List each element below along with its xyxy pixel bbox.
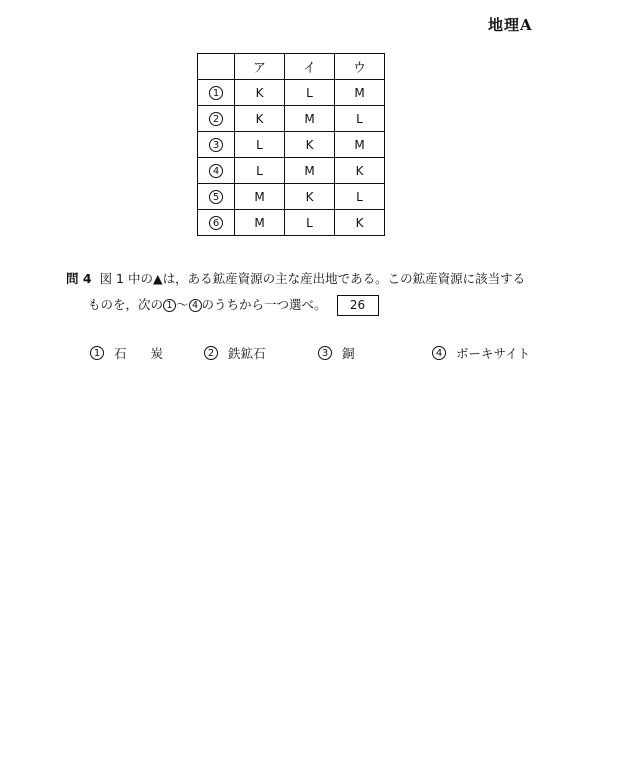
- table-cell: K: [335, 210, 385, 236]
- row-number: 1: [209, 86, 223, 100]
- row-number: 6: [209, 216, 223, 230]
- answer-number-box: 26: [337, 295, 379, 316]
- range-separator: ～: [176, 297, 189, 312]
- choice-2: [204, 344, 266, 362]
- table-cell: M: [235, 184, 285, 210]
- choice-number: 1: [90, 346, 104, 360]
- choice-text: ボーキサイト: [456, 346, 531, 361]
- row-number: 5: [209, 190, 223, 204]
- table-cell: K: [335, 158, 385, 184]
- question-line-1: [66, 266, 546, 292]
- choice-1: [90, 344, 173, 362]
- table-row: [198, 210, 385, 236]
- table-cell: M: [335, 132, 385, 158]
- table-row: [198, 132, 385, 158]
- table-cell: L: [285, 80, 335, 106]
- table-cell: M: [335, 80, 385, 106]
- table-corner-cell: [198, 54, 235, 80]
- column-header-i: イ: [285, 54, 335, 80]
- question-text: 図 1 中の▲は，ある鉱産資源の主な産出地である。この鉱産資源に該当する: [99, 271, 526, 286]
- page-header: 地理A: [488, 16, 533, 34]
- table-cell: L: [235, 158, 285, 184]
- question-label: 問 4: [66, 271, 92, 286]
- table-cell: M: [235, 210, 285, 236]
- range-end-number: 4: [189, 299, 202, 312]
- row-number: 3: [209, 138, 223, 152]
- choice-text: 銅: [342, 346, 355, 361]
- question-line-2: [66, 292, 546, 318]
- table-row: [198, 184, 385, 210]
- column-header-a: ア: [235, 54, 285, 80]
- choice-3: [318, 344, 355, 362]
- table-cell: L: [285, 210, 335, 236]
- row-number: 4: [209, 164, 223, 178]
- column-header-u: ウ: [335, 54, 385, 80]
- table-cell: K: [285, 184, 335, 210]
- choice-number: 2: [204, 346, 218, 360]
- answer-table: [197, 53, 385, 236]
- table-cell: L: [335, 106, 385, 132]
- table-row: [198, 158, 385, 184]
- question-text-3: のうちから一つ選べ。: [201, 297, 327, 312]
- table-header-row: [198, 54, 385, 80]
- table-cell: K: [235, 106, 285, 132]
- choice-text: 鉄鉱石: [228, 346, 266, 361]
- table-cell: L: [235, 132, 285, 158]
- row-number: 2: [209, 112, 223, 126]
- table-cell: M: [285, 158, 335, 184]
- table-row: [198, 106, 385, 132]
- table-cell: M: [285, 106, 335, 132]
- table-cell: L: [335, 184, 385, 210]
- question-block: [66, 266, 546, 318]
- table-row: [198, 80, 385, 106]
- table-cell: K: [285, 132, 335, 158]
- choice-number: 3: [318, 346, 332, 360]
- table-cell: K: [235, 80, 285, 106]
- choice-number: 4: [432, 346, 446, 360]
- choice-text: 石 炭: [114, 346, 173, 361]
- choices-row: [0, 344, 620, 364]
- choice-4: [432, 344, 530, 362]
- question-text-2: ものを，次の: [88, 297, 164, 312]
- range-start-number: 1: [163, 299, 176, 312]
